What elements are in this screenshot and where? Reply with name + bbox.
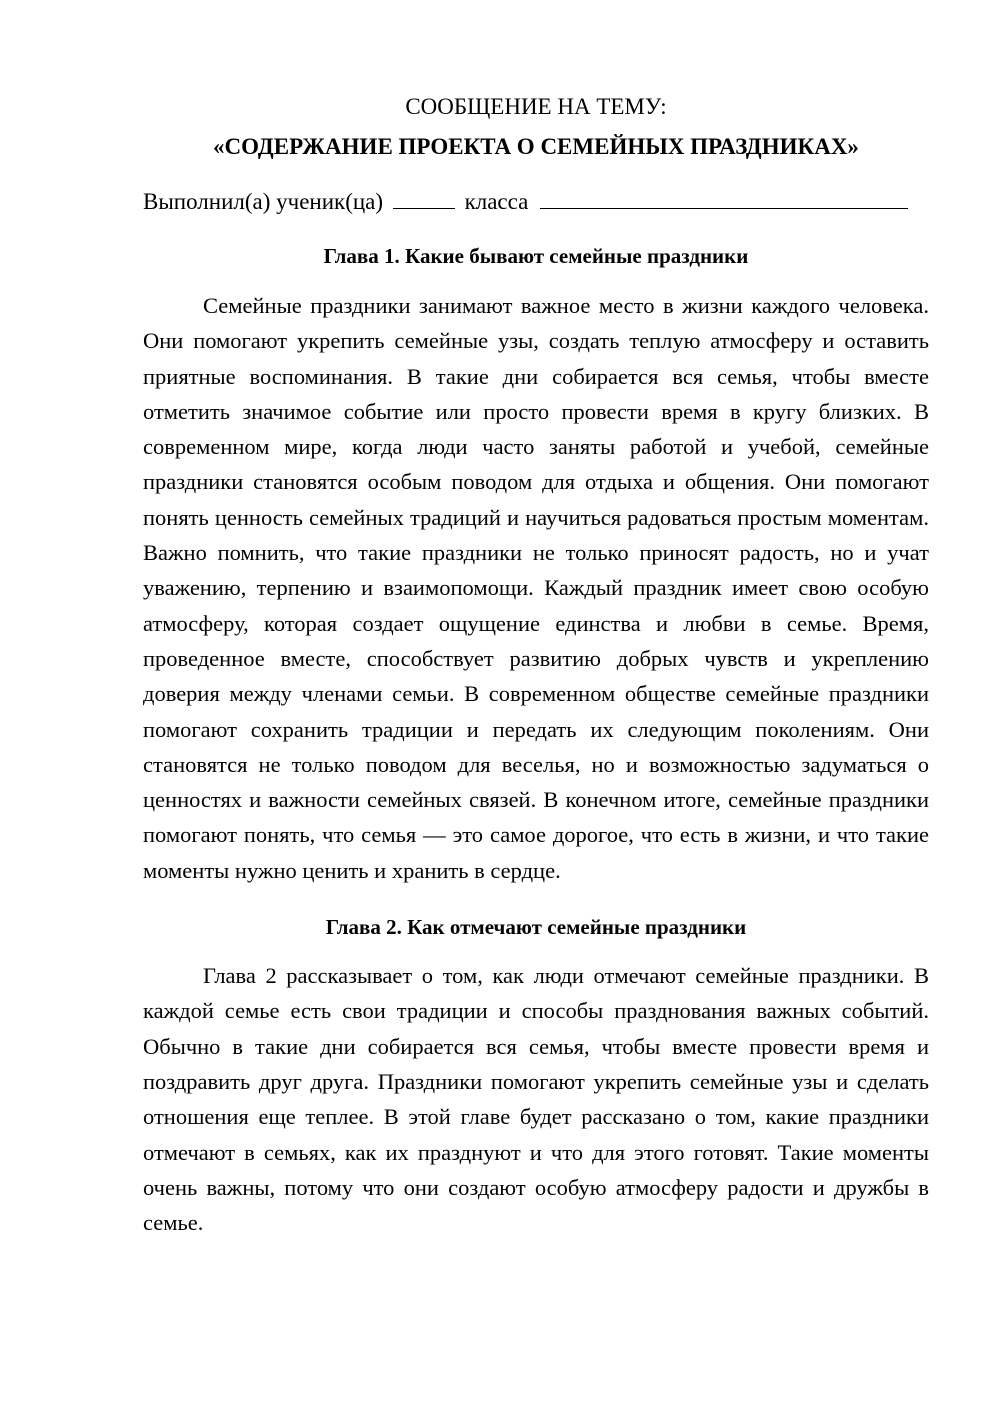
document-title-line1: СООБЩЕНИЕ НА ТЕМУ:	[405, 94, 667, 119]
class-number-blank	[393, 186, 455, 209]
document-page	[143, 92, 929, 1240]
student-name-blank	[540, 186, 908, 209]
chapter-1-text: Семейные праздники занимают важное место в жизни каждого человека. Они помогают укрепить семейные узы, создать теплую атмосферу и оставить приятные воспоминания. В такие дни собирается вся семья, чтобы вместе отметить значимое событие или просто провести время в кругу близких. В современном мире, когда люди часто заняты работой и учебой, семейные праздники становятся особым поводом для отдыха и общения. Они помогают понять ценность семейных традиций и научиться радоваться простым моментам. Важно помнить, что такие праздники не только приносят радость, но и учат уважению, терпению и взаимопомощи. Каждый праздник имеет свою особую атмосферу, которая создает ощущение единства и любви в семье. Время, проведенное вместе, способствует развитию добрых чувств и укреплению доверия между членами семьи. В современном обществе семейные праздники помогают сохранить традиции и передать их следующим поколениям. Они становятся не только поводом для веселья, но и возможностью задуматься о ценностях и важности семейных связей. В конечном итоге, семейные праздники помогают понять, что семья — это самое дорогое, что есть в жизни, и что такие моменты нужно ценить и хранить в сердце.	[143, 293, 929, 883]
chapter-2-heading: Глава 2. Как отмечают семейные праздники	[325, 915, 747, 940]
author-line	[143, 186, 929, 217]
document-title-line2: «СОДЕРЖАНИЕ ПРОЕКТА О СЕМЕЙНЫХ ПРАЗДНИКАХ»	[213, 134, 859, 159]
chapter-1-heading: Глава 1. Какие бывают семейные праздники	[323, 244, 749, 268]
chapter-2-text: Глава 2 рассказывает о том, как люди отмечают семейные праздники. В каждой семье есть свои традиции и способы празднования важных событий. Обычно в такие дни собирается вся семья, чтобы вместе провести время и поздравить друг друга. Праздники помогают укрепить семейные узы и сделать отношения еще теплее. В этой главе будет рассказано о том, какие праздники отмечают в семьях, как их празднуют и что для этого готовят. Такие моменты очень важны, потому что они создают особую атмосферу радости и дружбы в семье.	[143, 963, 929, 1236]
class-label: класса	[464, 189, 529, 214]
author-prefix: Выполнил(а) ученик(ца)	[143, 189, 384, 214]
